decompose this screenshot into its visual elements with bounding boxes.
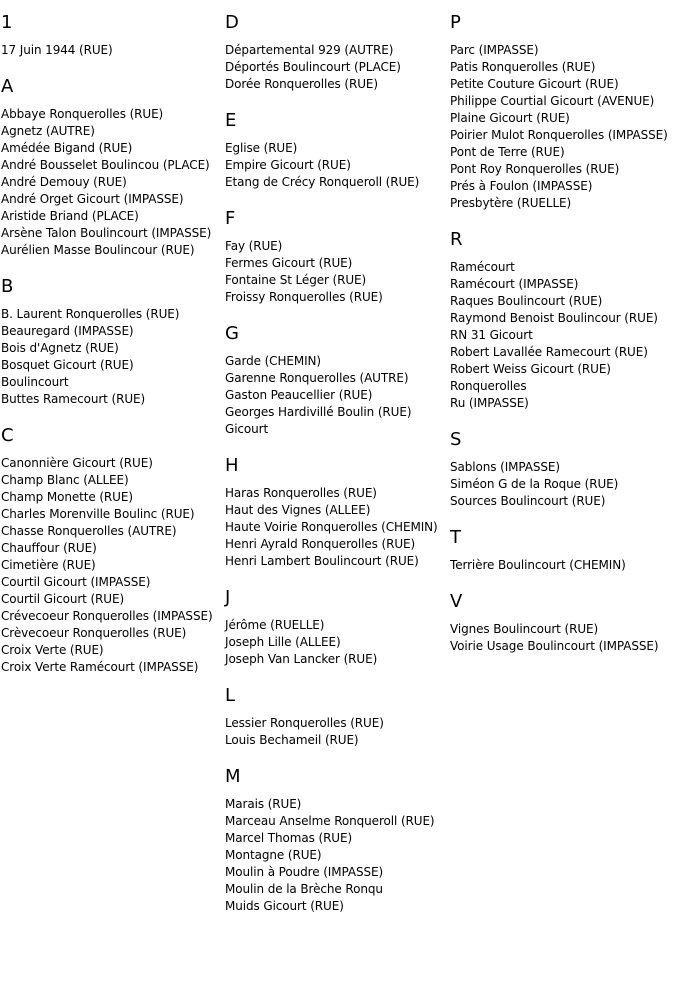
street-entry: Presbytère (RUELLE)	[450, 196, 572, 210]
street-entry: Gicourt	[225, 422, 269, 436]
street-entry: Moulin à Poudre (IMPASSE)	[225, 865, 384, 879]
street-entry: Plaine Gicourt (RUE)	[450, 111, 570, 125]
street-entry: Fontaine St Léger (RUE)	[225, 273, 367, 287]
letter-section	[225, 455, 449, 570]
street-entry: Amédée Bigand (RUE)	[1, 141, 133, 155]
section-letter-heading: 1	[1, 12, 13, 33]
section-letter-heading: S	[450, 429, 462, 450]
street-entry: Joseph Van Lancker (RUE)	[225, 652, 378, 666]
letter-section	[225, 685, 449, 749]
street-entry: Beauregard (IMPASSE)	[1, 324, 134, 338]
street-entry: Buttes Ramecourt (RUE)	[1, 392, 146, 406]
street-entry: Haut des Vignes (ALLEE)	[225, 503, 371, 517]
street-entry: André Bousselet Boulincou (PLACE)	[1, 158, 210, 172]
street-entry: Sablons (IMPASSE)	[450, 460, 560, 474]
street-entry: Robert Weiss Gicourt (RUE)	[450, 362, 611, 376]
section-letter-heading: T	[450, 527, 461, 548]
street-entry: Montagne (RUE)	[225, 848, 322, 862]
street-entry: Marais (RUE)	[225, 797, 302, 811]
letter-section	[225, 587, 449, 668]
street-index-column-3	[450, 12, 675, 655]
street-entry: Parc (IMPASSE)	[450, 43, 539, 57]
letter-section	[225, 208, 449, 306]
street-entry: Ru (IMPASSE)	[450, 396, 529, 410]
street-entry: Aurélien Masse Boulincour (RUE)	[1, 243, 195, 257]
street-entry: Lessier Ronquerolles (RUE)	[225, 716, 384, 730]
letter-section	[225, 766, 449, 915]
street-entry: Ronquerolles	[450, 379, 527, 393]
street-entry: Courtil Gicourt (RUE)	[1, 592, 125, 606]
street-entry: Boulincourt	[1, 375, 69, 389]
street-entry: Charles Morenville Boulinc (RUE)	[1, 507, 195, 521]
street-entry: Aristide Briand (PLACE)	[1, 209, 139, 223]
street-entry: Arsène Talon Boulincourt (IMPASSE)	[1, 226, 212, 240]
street-entry: Henri Ayrald Ronquerolles (RUE)	[225, 537, 416, 551]
street-entry: Ramécourt (IMPASSE)	[450, 277, 579, 291]
street-entry: Raymond Benoist Boulincour (RUE)	[450, 311, 658, 325]
street-entry: Pont Roy Ronquerolles (RUE)	[450, 162, 620, 176]
street-entry: Louis Bechameil (RUE)	[225, 733, 359, 747]
street-entry: Bois d'Agnetz (RUE)	[1, 341, 119, 355]
section-letter-heading: L	[225, 685, 236, 706]
section-letter-heading: F	[225, 208, 236, 229]
letter-section	[450, 429, 675, 510]
street-entry: André Demouy (RUE)	[1, 175, 127, 189]
street-entry: Raques Boulincourt (RUE)	[450, 294, 603, 308]
letter-section	[450, 527, 675, 574]
street-entry: Chauffour (RUE)	[1, 541, 97, 555]
letter-section	[225, 110, 449, 191]
street-entry: Pont de Terre (RUE)	[450, 145, 565, 159]
letter-section	[225, 12, 449, 93]
street-entry: Moulin de la Brèche Ronqu	[225, 882, 383, 896]
street-entry: Dorée Ronquerolles (RUE)	[225, 77, 378, 91]
street-entry: Déportés Boulincourt (PLACE)	[225, 60, 401, 74]
street-entry: Croix Verte Ramécourt (IMPASSE)	[1, 660, 199, 674]
street-entry: Départemental 929 (AUTRE)	[225, 43, 394, 57]
street-entry: Siméon G de la Roque (RUE)	[450, 477, 619, 491]
street-entry: Vignes Boulincourt (RUE)	[450, 622, 599, 636]
street-entry: Petite Couture Gicourt (RUE)	[450, 77, 619, 91]
street-entry: RN 31 Gicourt	[450, 328, 533, 342]
street-entry: Marcel Thomas (RUE)	[225, 831, 353, 845]
street-entry: Jérôme (RUELLE)	[225, 618, 325, 632]
street-entry: Poirier Mulot Ronquerolles (IMPASSE)	[450, 128, 668, 142]
street-entry: Bosquet Gicourt (RUE)	[1, 358, 134, 372]
street-entry: André Orget Gicourt (IMPASSE)	[1, 192, 184, 206]
street-entry: Crèvecoeur Ronquerolles (RUE)	[1, 626, 187, 640]
letter-section	[450, 12, 675, 212]
letter-section	[1, 425, 223, 676]
street-entry: Haras Ronquerolles (RUE)	[225, 486, 377, 500]
street-entry: Robert Lavallée Ramecourt (RUE)	[450, 345, 648, 359]
letter-section	[450, 229, 675, 412]
section-letter-heading: R	[450, 229, 463, 250]
letter-section	[1, 12, 223, 59]
street-entry: Ramécourt	[450, 260, 515, 274]
street-entry: Courtil Gicourt (IMPASSE)	[1, 575, 151, 589]
letter-section	[225, 323, 449, 438]
street-entry: Champ Blanc (ALLEE)	[1, 473, 129, 487]
street-entry: Cimetière (RUE)	[1, 558, 96, 572]
street-entry: Philippe Courtial Gicourt (AVENUE)	[450, 94, 655, 108]
section-letter-heading: H	[225, 455, 239, 476]
street-entry: Eglise (RUE)	[225, 141, 298, 155]
section-letter-heading: V	[450, 591, 463, 612]
section-letter-heading: D	[225, 12, 239, 33]
section-letter-heading: E	[225, 110, 237, 131]
street-entry: Fay (RUE)	[225, 239, 283, 253]
street-entry: Voirie Usage Boulincourt (IMPASSE)	[450, 639, 659, 653]
letter-section	[450, 591, 675, 655]
street-entry: Canonnière Gicourt (RUE)	[1, 456, 153, 470]
street-entry: Garde (CHEMIN)	[225, 354, 322, 368]
street-entry: Crévecoeur Ronquerolles (IMPASSE)	[1, 609, 213, 623]
street-index-column-1	[1, 12, 223, 676]
street-entry: Fermes Gicourt (RUE)	[225, 256, 353, 270]
street-entry: Froissy Ronquerolles (RUE)	[225, 290, 383, 304]
street-entry: Chasse Ronquerolles (AUTRE)	[1, 524, 177, 538]
section-letter-heading: P	[450, 12, 461, 33]
street-entry: Muids Gicourt (RUE)	[225, 899, 344, 913]
street-entry: Agnetz (AUTRE)	[1, 124, 95, 138]
section-letter-heading: J	[225, 587, 231, 608]
street-entry: Terrière Boulincourt (CHEMIN)	[450, 558, 626, 572]
section-letter-heading: C	[1, 425, 14, 446]
street-entry: Haute Voirie Ronquerolles (CHEMIN)	[225, 520, 438, 534]
street-entry: Joseph Lille (ALLEE)	[225, 635, 341, 649]
street-entry: Garenne Ronquerolles (AUTRE)	[225, 371, 409, 385]
street-entry: Croix Verte (RUE)	[1, 643, 104, 657]
street-entry: Empire Gicourt (RUE)	[225, 158, 351, 172]
street-entry: Patis Ronquerolles (RUE)	[450, 60, 596, 74]
street-index-column-2	[225, 12, 449, 915]
street-entry: Gaston Peaucellier (RUE)	[225, 388, 373, 402]
section-letter-heading: A	[1, 76, 14, 97]
street-entry: Etang de Crécy Ronqueroll (RUE)	[225, 175, 420, 189]
letter-section	[1, 276, 223, 408]
street-entry: Georges Hardivillé Boulin (RUE)	[225, 405, 412, 419]
street-entry: Marceau Anselme Ronqueroll (RUE)	[225, 814, 435, 828]
street-entry: Sources Boulincourt (RUE)	[450, 494, 606, 508]
street-entry: 17 Juin 1944 (RUE)	[1, 43, 113, 57]
street-entry: Prés à Foulon (IMPASSE)	[450, 179, 593, 193]
street-entry: Henri Lambert Boulincourt (RUE)	[225, 554, 419, 568]
section-letter-heading: G	[225, 323, 239, 344]
letter-section	[1, 76, 223, 259]
section-letter-heading: M	[225, 766, 241, 787]
section-letter-heading: B	[1, 276, 14, 297]
street-entry: Champ Monette (RUE)	[1, 490, 133, 504]
street-entry: Abbaye Ronquerolles (RUE)	[1, 107, 164, 121]
street-entry: B. Laurent Ronquerolles (RUE)	[1, 307, 180, 321]
